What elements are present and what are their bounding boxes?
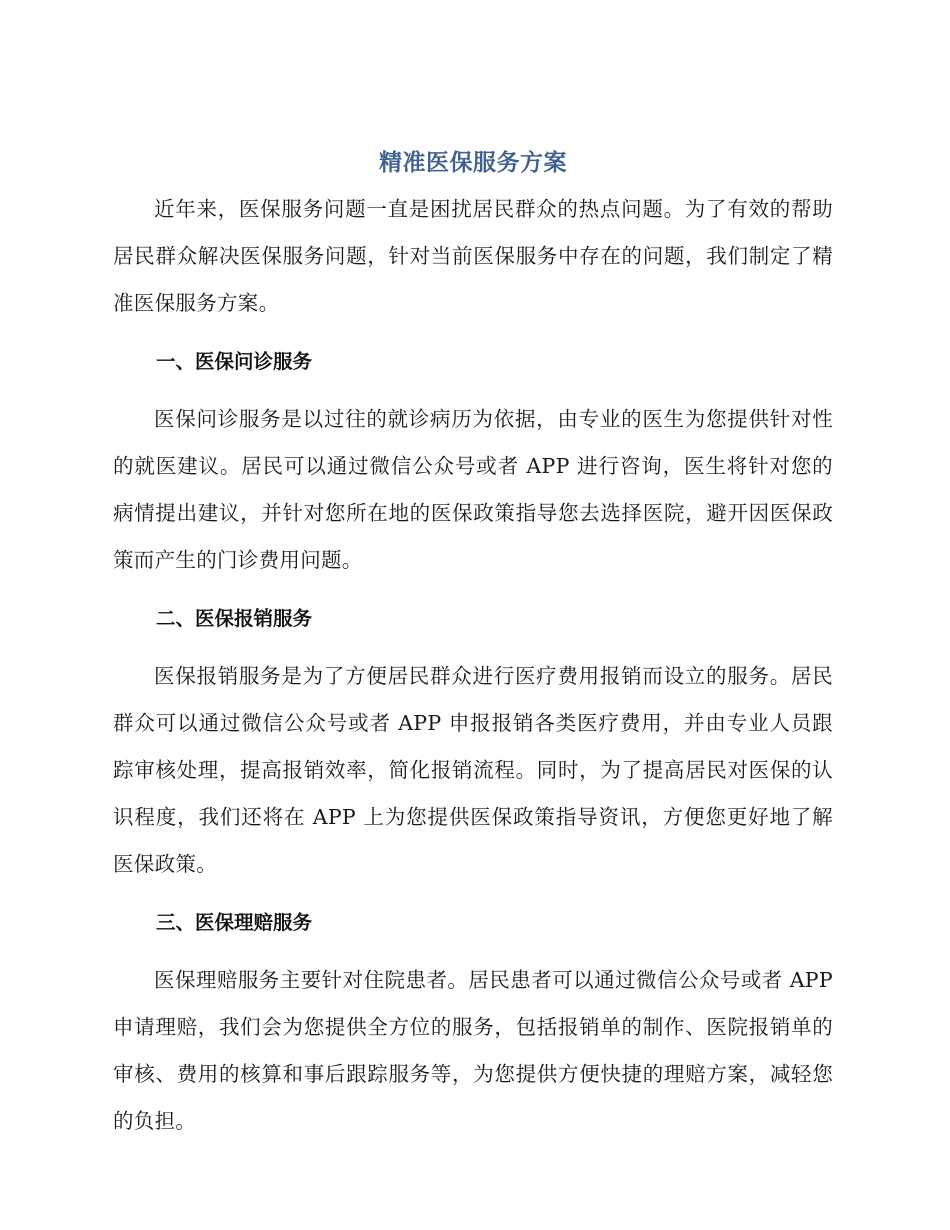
section-body-consultation: 医保问诊服务是以过往的就诊病历为依据，由专业的医生为您提供针对性的就医建议。居民可以通过微信公众号或者 APP 进行咨询，医生将针对您的病情提出建议，并针对您所在地的医保政策指导您去选择医院，避开因医保政策而产生的门诊费用问题。 xyxy=(113,407,833,572)
section-heading-consultation: 一、医保问诊服务 xyxy=(156,350,313,373)
section-body-reimbursement: 医保报销服务是为了方便居民群众进行医疗费用报销而设立的服务。居民群众可以通过微信公众号或者 APP 申报报销各类医疗费用，并由专业人员跟踪审核处理，提高报销效率，简化报销流程。同时，为了提高居民对医保的认识程度，我们还将在 APP 上为您提供医保政策指导资讯，方便您更好地了解医保政策。 xyxy=(113,664,833,876)
section-body-claims: 医保理赔服务主要针对住院患者。居民患者可以通过微信公众号或者 APP 申请理赔，我们会为您提供全方位的服务，包括报销单的制作、医院报销单的审核、费用的核算和事后跟踪服务等，为您提供方便快捷的理赔方案，减轻您的负担。 xyxy=(113,968,833,1133)
section-heading-reimbursement: 二、医保报销服务 xyxy=(156,607,313,630)
document-title: 精准医保服务方案 xyxy=(379,150,567,176)
document-content xyxy=(113,140,833,1145)
section-heading-claims: 三、医保理赔服务 xyxy=(156,911,313,934)
intro-paragraph: 近年来，医保服务问题一直是困扰居民群众的热点问题。为了有效的帮助居民群众解决医保服务问题，针对当前医保服务中存在的问题，我们制定了精准医保服务方案。 xyxy=(113,197,833,315)
